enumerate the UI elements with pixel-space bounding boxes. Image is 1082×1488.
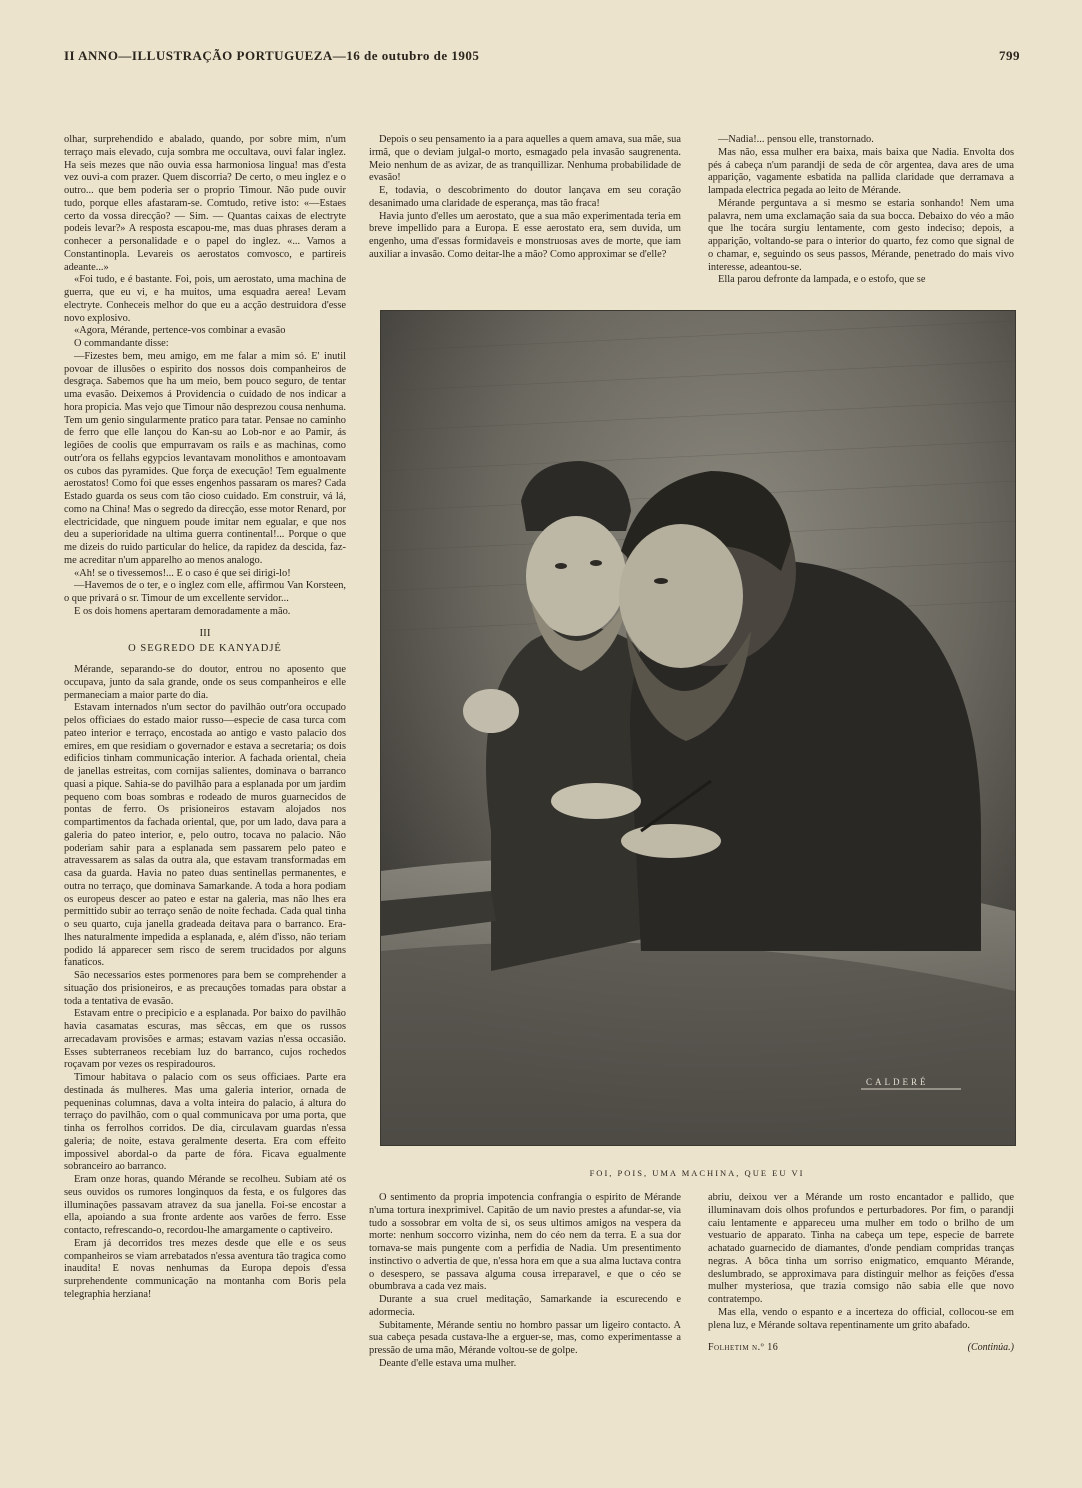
illustration	[380, 310, 1016, 1146]
paragraph: Havia junto d'elles um aerostato, que a sua mão experimentada teria em breve impellido para a Europa. E esse aerostato era, sem duvida, um engenho, uma d'essas formidaveis e monstruosas aves de morte, que iam auxiliar a invasão. Como deitar-lhe a mão? Como approximar se d'elle?	[369, 210, 681, 260]
paragraph: Mas ella, vendo o espanto e a incerteza do official, collocou-se em plena luz, e Mérande soltava repentinamente um grito abafado.	[708, 1306, 1014, 1331]
section-number: III	[199, 626, 211, 639]
illustration-caption: FOI, POIS, UMA MACHINA, QUE EU VI	[589, 1168, 805, 1178]
paragraph: «Ah! se o tivessemos!... E o caso é que sei dirigi-lo!	[74, 567, 291, 579]
paragraph: Subitamente, Mérande sentiu no hombro passar um ligeiro contacto. A sua cabeça pesada custava-lhe a erguer-se, mas, como experimentasse a pressão de uma mão, Mérande voltou-se de golpe.	[369, 1319, 681, 1356]
paragraph: —Fizestes bem, meu amigo, em me falar a mim só. E' inutil povoar de illusões o espirito dos nossos dois companheiros de desgraça. Sabemos que ha um meio, bem pouco seguro, de tentar uma evasão. Deixemos á Providencia o cuidado de nos indicar a hora propicia. Mas vejo que Timour não desprezou cousa nenhuma. Tem um genio singularmente pratico para tatar. Pensae no caminho de ferro que elle lançou do Kan-su ao Lob-nor e ao Pamir, ás legiões de coolis que empurravam os rails e as machinas, como outr'ora os fellahs egypcios levantavam monolithos e amontoavam os cubos das pyramides. Que força de execução! Tem egualmente aerostatos! Como foi que esses engenhos passaram os mares? Cada Estado guarda os seus com tão cioso cuidado. Em construir, vá lá, como na China! Mas o segredo da direcção, esse motor Renard, por electricidade, que ninguem poude imitar nem egualar, e que nos deu a superioridade na ultima guerra continental!... Porque o que me dizeis do ruido particular do helice, da rapidez da descida, faz-me acreditar n'um apparelho ao menos analogo.	[64, 350, 346, 566]
paragraph: abriu, deixou ver a Mérande um rosto encantador e pallido, que illuminavam dois olhos profundos e perturbadores. Por fim, o parandji caiu lentamente e appareceu uma mulher em todo o brilho de um vestuario de apparato. Tinha na cabeça um tepe, especie de barrete achatado guarnecido de diamantes, d'onde pendiam compridas tranças negras. A bôca tinha um sorriso enigmatico, emquanto Mérande, deslumbrado, se approximava para distinguir melhor as feições d'essa mulher mysteriosa, que trazia comsigo não sabia elle que novo contratempo.	[708, 1192, 1014, 1305]
paragraph: «Agora, Mérande, pertence-vos combinar a evasão	[74, 325, 286, 337]
paragraph: Depois o seu pensamento ia a para aquelles a quem amava, sua mãe, sua irmã, que o deviam julgal-o morto, esmagado pela invasão saugrenenta. Meio nenhum de as avizar, de as tranquillizar. Nenhuma probabilidade de evasão!	[369, 134, 681, 184]
column-1	[64, 134, 346, 1396]
column-4	[369, 1192, 681, 1396]
running-head	[64, 44, 1020, 66]
section-title: O SEGREDO DE KANYADJÉ	[128, 643, 282, 655]
paragraph: E, todavia, o descobrimento do doutor lançava em seu coração desanimado uma claridade de esperança, mas tão fraca!	[369, 185, 681, 209]
column-3	[708, 134, 1014, 306]
header-title: II ANNO—ILLUSTRAÇÃO PORTUGUEZA—16 de outubro de 1905	[64, 48, 480, 63]
paragraph: Estavam internados n'um sector do pavilhão outr'ora occupado pelos officiaes do estado maior russo—especie de casa turca com pateo interior e terraço, encostada ao antigo e vasto palacio dos emires, em que residiam o governador e estava a secretaria; os dois edificios tinham communicação interior. A fachada oriental, cheia de janellas estreitas, com cornijas salientes, dominava o barranco quasi a pique. Sahia-se do pavilhão para a esplanada por um jardim pequeno com boas sombras e rodeado de muros guarnecidos de pontas de ferro. Os prisioneiros estavam alojados nos compartimentos da fachada oriental, que, por um lado, dava para a galeria do pateo interior, e, pelo outro, tocava no palacio. Não poderiam sahir para a esplanada sem passarem pelo pateo e atravessarem as salas da outra ala, que estavam transformadas em casa da guarda. Havia no pateo duas sentinellas permanentes, e outra no terraço, que dominava Samarkande. A toda a hora podiam os europeus descer ao pateo e estar na galeria, mas não lhes era permittido subir ao terraço senão de noite fechada. Cada qual tinha o seu quarto, cuja janella gradeada deitava para o barranco. Era-lhes naturalmente impedida a esplanada, e, além d'isso, não teriam podido lá apparecer sem risco de serem trucidados por alguns fanaticos.	[64, 702, 346, 969]
paragraph: Timour habitava o palacio com os seus officiaes. Parte era destinada ás mulheres. Mas uma galeria interior, ornada de pequeninas columnas, dava a volta inteira do palacio, á altura do terraço do pavilhão, com o qual communicava por uma porta, que tinha os ferrolhos corridos. De dia, circulavam guardas n'essa galeria; de noite, estava geralmente deserta. Era com effeito impossivel abordal-o da parte de fóra. Ficava egualmente sobranceiro ao barranco.	[64, 1072, 346, 1173]
paragraph: Eram onze horas, quando Mérande se recolheu. Subiam até os seus ouvidos os rumores longinquos da festa, e os fulgores das illuminações passavam atravez da sua janella. Foi-se encostar a ella, apoiando a sua fronte ardente aos varões de ferro. Esse contacto, refrescando-o, recordou-lhe amargamente o captiveiro.	[64, 1174, 346, 1236]
paragraph: São necessarios estes pormenores para bem se comprehender a situação dos prisioneiros, e as precauções tomadas para obstar a toda a tentativa de evasão.	[64, 970, 346, 1007]
paragraph: Mérande, separando-se do doutor, entrou no aposento que occupava, junto da sala grande, onde os seus companheiros e elle permaneciam a maior parte do dia.	[64, 664, 346, 701]
paragraph: Ella parou defronte da lampada, e o estofo, que se	[718, 274, 926, 286]
paragraph: Mas não, essa mulher era baixa, mais baixa que Nadia. Envolta dos pés á cabeça n'um parandji de seda de côr argentea, dava ares de uma apparição, vagamente esbatida na pallida claridade que derramava a lampada electrica pegada ao leito de Mérande.	[708, 146, 1014, 196]
paragraph: olhar, surprehendido e abalado, quando, por sobre mim, n'um terraço mais elevado, cuja sombra me occultava, ouvi falar inglez. Ha seis mezes que não ouvia essa harmoniosa lingua! mas d'esta vez ouvi-a com prazer. Quem discorria? De certo, o meu inglez e o outro... que bem poderia ser o proprio Timour. Não pude ouvir tudo, porque elles afastaram-se. Comtudo, retive isto: «—Estaes certo da vossa direcção? — Sim. — Quantas caixas de electryte podeis levar?» A resposta escapou-me, mas duas phrases deram a conhecer a personalidade e o papel do inglez. «... Vamos a Constantinopla. Levareis os aerostatos comvosco, e partireis adeante...»	[64, 134, 346, 273]
column-2	[369, 134, 681, 306]
page-number: 799	[999, 48, 1020, 63]
paragraph: Estavam entre o precipicio e a esplanada. Por baixo do pavilhão havia casamatas escuras, mas sêccas, em que os russos arrecadavam provisões e armas; estavam vazias n'essa occasião. Esses subterraneos recebiam luz do barranco, cujos rochedos roçavam por vezes os respiradouros.	[64, 1008, 346, 1071]
paragraph: O sentimento da propria impotencia confrangia o espirito de Mérande n'uma tortura inexprimivel. Capitão de um navio prestes a afundar-se, via tudo a sossobrar em volta de si, os seus ultimos amigos na vespera da morte: nenhum soccorro vizinha, nem do céo nem da terra. E a sua dor tornava-se mais pungente com a perfidia de Nadia. Um presentimento instinctivo o advertia de que, n'essa hora em que a sua alma luctava contra o desespero, se passava alguma cousa irreparavel, e que o céo se obumbrava a cada vez mais.	[369, 1192, 681, 1293]
column-5	[708, 1192, 1014, 1396]
paragraph: Deante d'elle estava uma mulher.	[379, 1357, 517, 1369]
paragraph: E os dois homens apertaram demoradamente a mão.	[74, 605, 291, 617]
svg-text:CALDERÉ: CALDERÉ	[866, 1077, 929, 1087]
paragraph: O commandante disse:	[74, 338, 169, 349]
paragraph: Mérande perguntava a si mesmo se estaria sonhando! Nem uma palavra, nem uma exclamação saia da sua bocca. Debaixo do véo a mão que lhe tocára surgiu lentamente, com gesto indeciso; depois, a apparição, voltando-se para o interior do quarto, fez como que signal de o chamar, e, seguindo os seus passos, Mérande, penetrado do mais vivo interesse, adeantou-se.	[708, 197, 1014, 273]
paragraph: «Foi tudo, e é bastante. Foi, pois, um aerostato, uma machina de guerra, que eu vi, e ha muitos, uma esquadra aerea! Levam electryte. Conheceis melhor do que eu a acção destruidora d'esse novo explosivo.	[64, 274, 346, 324]
folhetim-footer	[708, 1342, 1014, 1355]
paragraph: —Nadia!... pensou elle, transtornado.	[718, 134, 874, 145]
paragraph: Durante a sua cruel meditação, Samarkande ia escurecendo e adormecia.	[369, 1294, 681, 1318]
paragraph: Eram já decorridos tres mezes desde que elle e os seus companheiros se viam arrebatados n'essa aventura tão tragica como inaudita! E novas nenhumas da Europa depois d'essa surprehendente communicação na montanha com Boris pela telegraphia herziana!	[64, 1237, 346, 1300]
folhetim-number: Folhetim n.º 16	[708, 1342, 779, 1354]
engraving-two-men	[381, 311, 1015, 1145]
continua-note: (Continúa.)	[967, 1342, 1014, 1354]
paragraph: —Havemos de o ter, e o inglez com elle, affirmou Van Korsteen, o que privará o sr. Timour de um excellente servidor...	[64, 580, 346, 604]
